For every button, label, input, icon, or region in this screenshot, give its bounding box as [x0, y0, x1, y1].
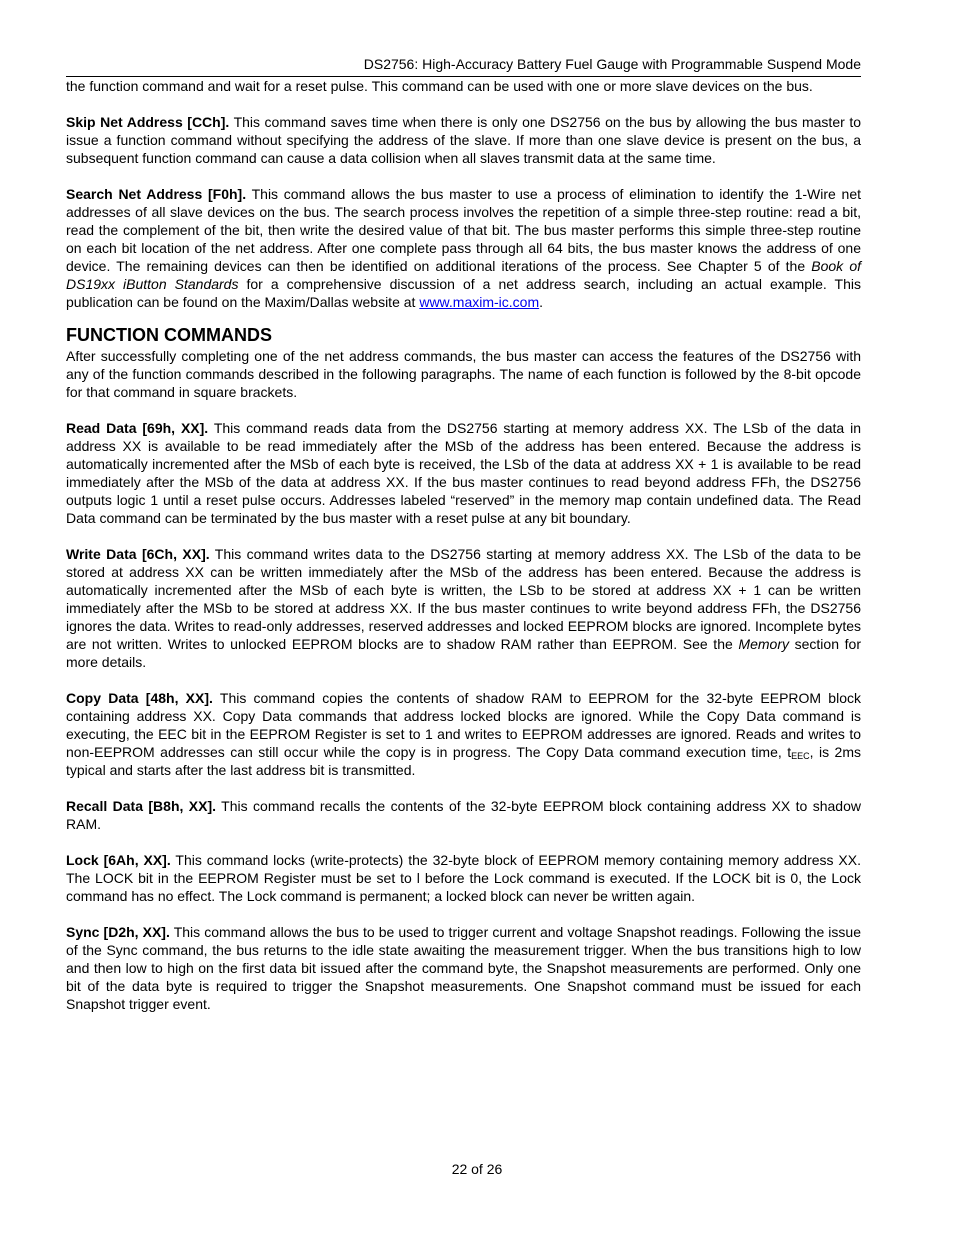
search-text-part2: for a comprehensive discussion of a net address search, including an actual example. This publication can be found on the Maxim/Dallas website at [66, 276, 861, 310]
skip-net-address-heading: Skip Net Address [CCh]. [66, 114, 230, 130]
lock-paragraph [66, 851, 861, 905]
document-page [66, 55, 861, 1013]
copy-data-text-part1: This command copies the contents of shadow RAM to EEPROM for the 32-byte EEPROM block containing address XX. Copy Data commands that address locked blocks are ignored. While the Copy Data command is executing, the EEC bit in the EEPROM Register is set to 1 and writes to EEPROM addresses are ignored. Reads and writes to non-EEPROM addresses can still occur while the copy is in progress. The Copy Data command execution time, t [66, 690, 861, 760]
write-data-text-part2: section for more details. [66, 636, 861, 670]
intro-paragraph: the function command and wait for a reset pulse. This command can be used with one or more slave devices on the bus. [66, 78, 813, 94]
skip-net-address-text: This command saves time when there is only one DS2756 on the bus by allowing the bus master to issue a function command without specifying the address of the slave. If more than one slave device is present on the bus, a subsequent function command can cause a data collision when all slaves transmit data at the same time. [66, 114, 862, 166]
copy-data-heading: Copy Data [48h, XX]. [66, 690, 213, 706]
copy-data-text-part2: , is 2ms typical and starts after the last address bit is transmitted. [66, 744, 861, 778]
eec-subscript: EEC [791, 751, 810, 761]
memory-section-ref: Memory [738, 636, 789, 652]
page-number: 22 of 26 [451, 1161, 503, 1177]
search-text-part1: This command allows the bus master to use a process of elimination to identify the 1-Wire net addresses of all slave devices on the bus. The search process involves the repetition of a simple three-step routine: read a bit, read the complement of the bit, then write the desired value of that bit. The bus master performs this simple three-step routine on each bit location of the net address. After one complete pass through all 64 bits, the bus master knows the address of one device. The remaining devices can then be identified on additional iterations of the process. See Chapter 5 of the [66, 186, 861, 274]
recall-data-heading: Recall Data [B8h, XX]. [66, 798, 217, 814]
copy-data-paragraph [66, 689, 861, 779]
page-header: DS2756: High-Accuracy Battery Fuel Gauge with Programmable Suspend Mode [66, 55, 861, 77]
write-data-paragraph [66, 545, 861, 671]
lock-text: This command locks (write-protects) the 32-byte block of EEPROM memory containing memory address XX. The LOCK bit in the EEPROM Register must be set to l before the Lock command is executed. If the LOCK bit is 0, the Lock command has no effect. The Lock command is permanent; a locked block can never be written again. [66, 852, 862, 904]
sync-heading: Sync [D2h, XX]. [66, 924, 170, 940]
recall-data-text: This command recalls the contents of the 32-byte EEPROM block containing address XX to shadow RAM. [66, 798, 861, 832]
function-commands-title: FUNCTION COMMANDS [66, 325, 272, 345]
skip-net-address-paragraph [66, 113, 861, 167]
function-commands-intro: After successfully completing one of the net address commands, the bus master can access the features of the DS2756 with any of the function commands described in the following paragraphs. The name of each function is followed by the 8-bit opcode for that command in square brackets. [66, 348, 861, 400]
maxim-website-link[interactable]: www.maxim-ic.com [419, 294, 540, 310]
book-title: Book of DS19xx iButton Standards [66, 258, 861, 292]
write-data-heading: Write Data [6Ch, XX]. [66, 546, 210, 562]
search-net-address-paragraph [66, 185, 861, 311]
lock-heading: Lock [6Ah, XX]. [66, 852, 171, 868]
write-data-text-part1: This command writes data to the DS2756 starting at memory address XX. The LSb of the data to be stored at address XX can be written immediately after the MSb of the address has been entered. Because the address is automatically incremented after the MSb of each byte is written, the LSb to be stored at address XX + 1 can be written immediately after the MSb to be stored at address XX. If the bus master continues to write beyond address FFh, the DS2756 ignores the data. Writes to read-only addresses, reserved addresses and locked EEPROM blocks are ignored. Incomplete bytes are not written. Writes to unlocked EEPROM blocks are to shadow RAM rather than EEPROM. See the [66, 546, 861, 652]
read-data-text: This command reads data from the DS2756 starting at memory address XX. The LSb of the data in address XX is available to be read immediately after the MSb of the address has been entered. Because the address is automatically incremented after the MSb of each byte is received, the LSb of the data at address XX + 1 is available to be read immediately after the MSb of the data at address XX. If the bus master continues to read beyond address FFh, the DS2756 outputs logic 1 until a reset pulse occurs. Addresses labeled “reserved” in the memory map contain undefined data. The Read Data command can be terminated by the bus master with a reset pulse at any bit boundary. [66, 420, 861, 526]
search-net-address-heading: Search Net Address [F0h]. [66, 186, 247, 202]
sync-text: This command allows the bus to be used to trigger current and voltage Snapshot readings. Following the issue of the Sync command, the bus returns to the idle state awaiting the measurement trigger. When the bus transitions high to low and then low to high on the first data bit issued after the command byte, the Snapshot measurements are performed. Only one bit of the data byte is required to trigger the Snapshot measurements. One Snapshot command must be issued for each Snapshot trigger event. [66, 924, 861, 1012]
read-data-paragraph [66, 419, 861, 527]
search-text-part3: . [539, 294, 543, 310]
recall-data-paragraph [66, 797, 861, 833]
sync-paragraph [66, 923, 861, 1013]
read-data-heading: Read Data [69h, XX]. [66, 420, 209, 436]
